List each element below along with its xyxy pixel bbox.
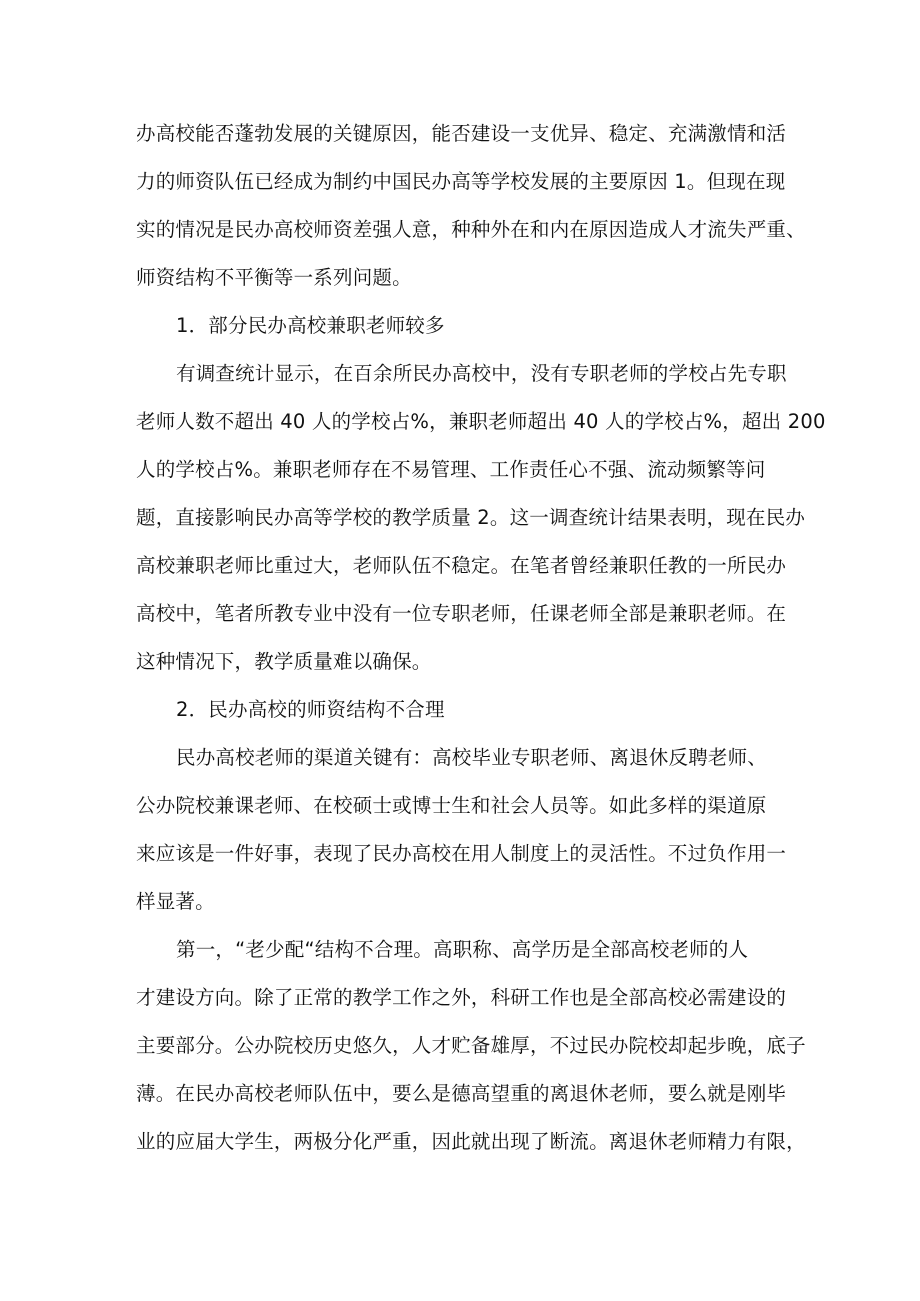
text-line: 老师人数不超出 40 人的学校占%，兼职老师超出 40 人的学校占%，超出 200 <box>136 410 826 433</box>
section-heading: 1．部分民办高校兼职老师较多 <box>176 314 445 337</box>
text-line: 师资结构不平衡等一系列问题。 <box>136 266 412 289</box>
text-line: 样显著。 <box>136 890 215 913</box>
text-line: 公办院校兼课老师、在校硕士或博士生和社会人员等。如此多样的渠道原 <box>136 794 767 817</box>
text-line: 才建设方向。除了正常的教学工作之外，科研工作也是全部高校必需建设的 <box>136 986 787 1009</box>
section-heading: 2．民办高校的师资结构不合理 <box>176 698 445 721</box>
text-line: 题，直接影响民办高等学校的教学质量 2。这一调查统计结果表明，现在民办 <box>136 506 806 529</box>
text-line: 高校兼职老师比重过大，老师队伍不稳定。在笔者曾经兼职任教的一所民办 <box>136 554 787 577</box>
text-line: 力的师资队伍已经成为制约中国民办高等学校发展的主要原因 1。但现在现 <box>136 170 786 193</box>
text-line: 来应该是一件好事，表现了民办高校在用人制度上的灵活性。不过负作用一 <box>136 842 787 865</box>
text-line: 第一，“老少配“结构不合理。高职称、高学历是全部高校老师的人 <box>176 938 749 961</box>
text-line: 薄。在民办高校老师队伍中，要么是德高望重的离退休老师，要么就是刚毕 <box>136 1082 787 1105</box>
text-line: 这种情况下，教学质量难以确保。 <box>136 650 432 673</box>
text-line: 高校中，笔者所教专业中没有一位专职老师，任课老师全部是兼职老师。在 <box>136 602 787 625</box>
text-line: 业的应届大学生，两极分化严重，因此就出现了断流。离退休老师精力有限， <box>136 1130 806 1153</box>
text-line: 实的情况是民办高校师资差强人意，种种外在和内在原因造成人才流失严重、 <box>136 218 806 241</box>
text-line: 主要部分。公办院校历史悠久，人才贮备雄厚，不过民办院校却起步晚，底子 <box>136 1034 806 1057</box>
text-line: 办高校能否蓬勃发展的关键原因，能否建设一支优异、稳定、充满激情和活 <box>136 122 787 145</box>
text-line: 民办高校老师的渠道关键有：高校毕业专职老师、离退休反聘老师、 <box>176 746 768 769</box>
text-line: 人的学校占%。兼职老师存在不易管理、工作责任心不强、流动频繁等问 <box>136 458 766 481</box>
text-line: 有调查统计显示，在百余所民办高校中，没有专职老师的学校占先专职 <box>176 362 787 385</box>
